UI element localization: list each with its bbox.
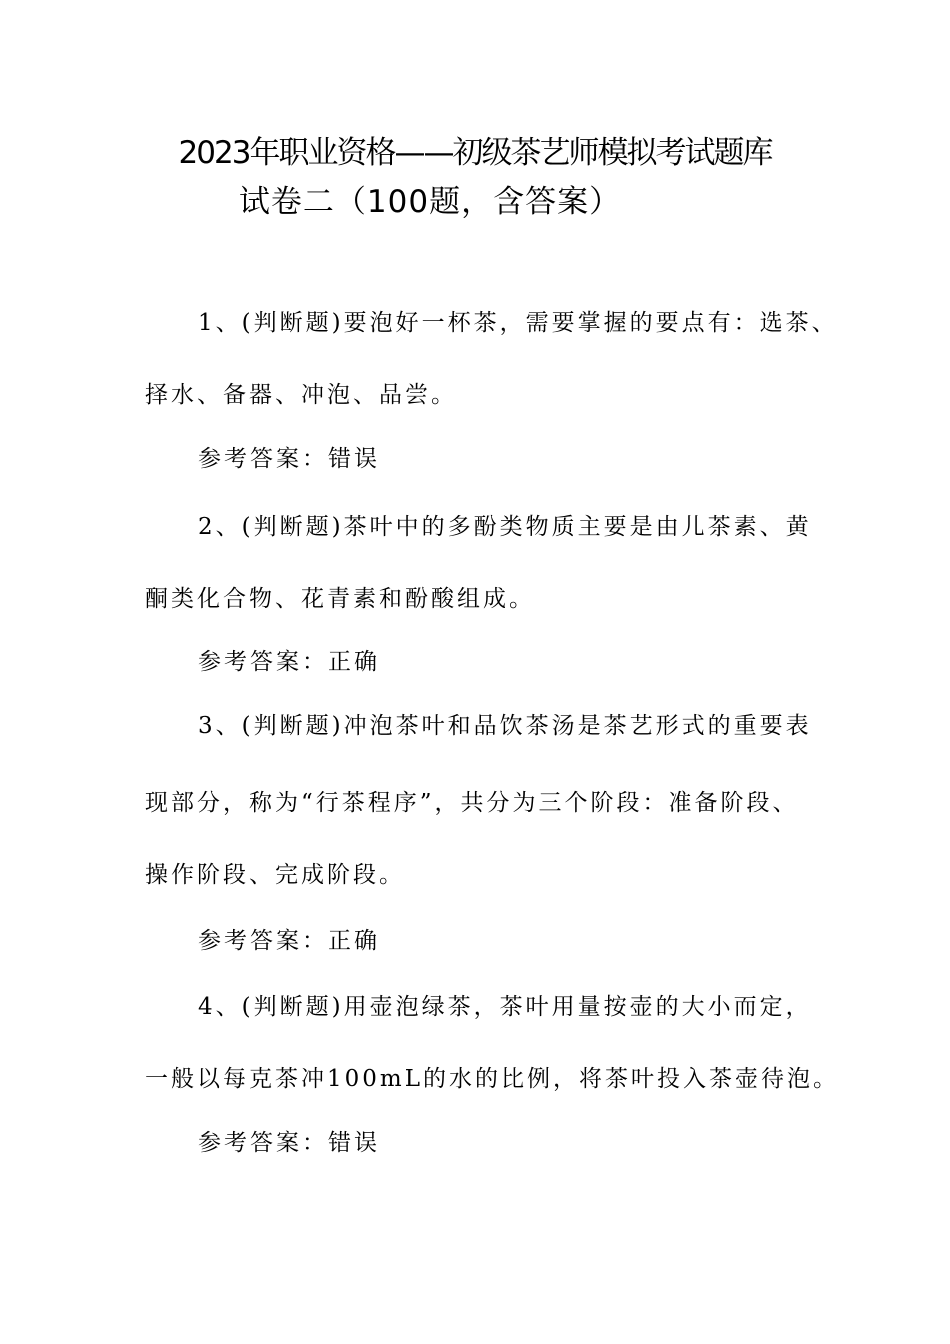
question-1-text-line-1: 1、(判断题)要泡好一杯茶，需要掌握的要点有：选茶、 <box>198 310 838 336</box>
document-title: 2023年职业资格——初级茶艺师模拟考试题库 <box>178 135 772 171</box>
question-4-text-line-1: 4、(判断题)用壶泡绿茶，茶叶用量按壶的大小而定， <box>198 994 812 1020</box>
question-1-answer: 参考答案：错误 <box>198 446 380 472</box>
question-4-answer: 参考答案：错误 <box>198 1130 380 1156</box>
question-2-text-line-1: 2、(判断题)茶叶中的多酚类物质主要是由儿茶素、黄 <box>198 514 812 540</box>
question-4-text-line-2: 一般以每克茶冲100mL的水的比例，将茶叶投入茶壶待泡。 <box>145 1066 839 1092</box>
question-3-text-line-3: 操作阶段、完成阶段。 <box>145 862 405 888</box>
question-3-answer: 参考答案：正确 <box>198 928 380 954</box>
question-3-text-line-1: 3、(判断题)冲泡茶叶和品饮茶汤是茶艺形式的重要表 <box>198 713 812 739</box>
question-1-text-line-2: 择水、备器、冲泡、品尝。 <box>145 382 457 408</box>
question-2-text-line-2: 酮类化合物、花青素和酚酸组成。 <box>145 586 535 612</box>
question-2-answer: 参考答案：正确 <box>198 649 380 675</box>
document-subtitle: 试卷二（100题，含答案） <box>238 184 622 220</box>
question-3-text-line-2: 现部分，称为“行茶程序”，共分为三个阶段：准备阶段、 <box>145 790 799 816</box>
